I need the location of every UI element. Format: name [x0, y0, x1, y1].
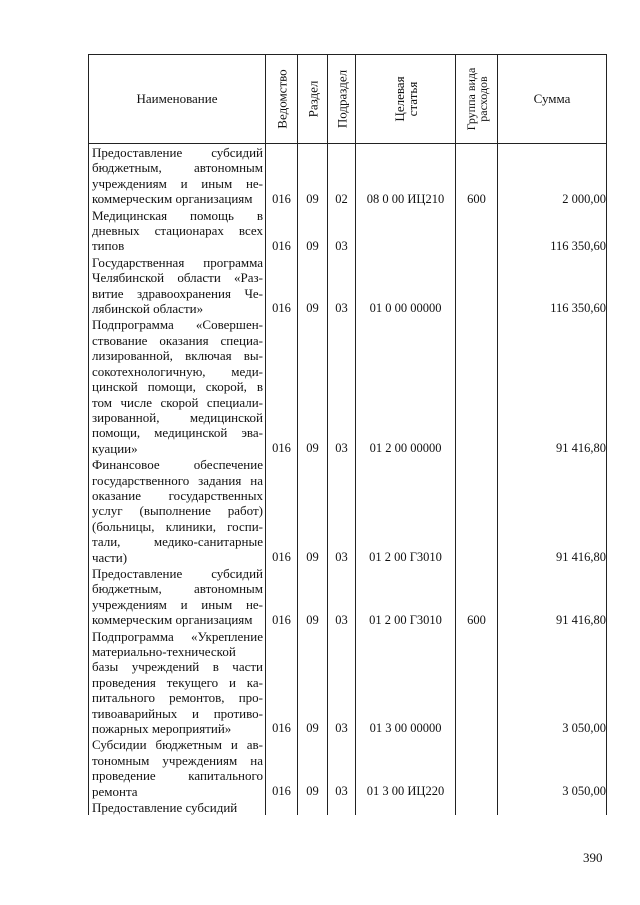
- name-line: том числе скорой специали-: [92, 394, 263, 410]
- cell-podrazd: 03: [328, 254, 356, 317]
- cell-podrazd: 03: [328, 736, 356, 799]
- cell-name: [89, 736, 266, 799]
- table-row: [89, 456, 607, 565]
- cell-sum: 116 350,60: [498, 254, 607, 317]
- name-line: (больницы, клиники, госпи-: [92, 518, 263, 534]
- name-line: Подпрограмма «Совершен-: [92, 317, 263, 333]
- name-line: Предоставление субсидий: [92, 565, 263, 581]
- cell-name: [89, 565, 266, 628]
- cell-razd: 09: [298, 254, 328, 317]
- cell-razd: 09: [298, 144, 328, 207]
- name-line: бюджетным, автономным: [92, 160, 263, 176]
- cell-ved: 016: [266, 316, 298, 456]
- name-line: материально-технической: [92, 644, 236, 659]
- cell-ved: 016: [266, 628, 298, 737]
- name-line: Государственная программа: [92, 254, 263, 270]
- header-ved: Ведомство: [266, 55, 298, 144]
- cell-name: [89, 316, 266, 456]
- name-line: учреждениям и иным не-: [92, 596, 263, 612]
- cell-podrazd: 03: [328, 628, 356, 737]
- name-line: Субсидии бюджетным и ав-: [92, 737, 263, 753]
- cell-cel: [356, 207, 456, 254]
- cell-cel: 08 0 00 ИЦ210: [356, 144, 456, 207]
- cell-name: [89, 799, 266, 815]
- cell-grp: [456, 254, 498, 317]
- cell-cel: 01 3 00 ИЦ220: [356, 736, 456, 799]
- cell-name: [89, 628, 266, 737]
- name-line: куации»: [92, 440, 138, 456]
- cell-grp: [456, 628, 498, 737]
- name-line: цинской помощи, скорой, в: [92, 379, 263, 395]
- header-podrazd: Подраздел: [328, 55, 356, 144]
- cell-razd: 09: [298, 565, 328, 628]
- name-line: ствование оказания специа-: [92, 332, 263, 348]
- cell-sum: 91 416,80: [498, 316, 607, 456]
- cell-razd: [298, 799, 328, 815]
- cell-ved: 016: [266, 254, 298, 317]
- cell-cel: 01 2 00 Г3010: [356, 456, 456, 565]
- cell-podrazd: 03: [328, 565, 356, 628]
- cell-cel: [356, 799, 456, 815]
- cell-cel: 01 0 00 00000: [356, 254, 456, 317]
- name-line: услуг (выполнение работ): [92, 503, 263, 519]
- cell-podrazd: 02: [328, 144, 356, 207]
- name-line: помощи, медицинской эва-: [92, 425, 263, 441]
- table-row: [89, 736, 607, 799]
- name-line: проведение капитального: [92, 768, 263, 784]
- cell-ved: 016: [266, 456, 298, 565]
- cell-podrazd: 03: [328, 456, 356, 565]
- name-line: Предоставление субсидий: [92, 800, 238, 816]
- name-line: питального ремонтов, про-: [92, 690, 263, 706]
- page-number: 390: [583, 850, 603, 865]
- name-line: государственного задания на: [92, 472, 263, 488]
- cell-sum: 91 416,80: [498, 456, 607, 565]
- table-row: [89, 316, 607, 456]
- name-line: оказание государственных: [92, 487, 263, 503]
- cell-cel: 01 2 00 Г3010: [356, 565, 456, 628]
- cell-ved: 016: [266, 144, 298, 207]
- name-line: дневных стационарах всех: [92, 223, 263, 239]
- table-body: [89, 144, 607, 816]
- cell-cel: 01 2 00 00000: [356, 316, 456, 456]
- name-line: лизированной, включая вы-: [92, 348, 263, 364]
- cell-ved: 016: [266, 736, 298, 799]
- name-line: пожарных мероприятий»: [92, 721, 232, 737]
- name-line: коммерческим организациям: [92, 612, 253, 628]
- table-row: [89, 565, 607, 628]
- name-line: проведения текущего и ка-: [92, 674, 263, 690]
- table-row: [89, 799, 607, 815]
- budget-table: [88, 54, 607, 815]
- name-line: Подпрограмма «Укрепление: [92, 628, 263, 644]
- cell-razd: 09: [298, 456, 328, 565]
- cell-grp: [456, 799, 498, 815]
- cell-name: [89, 144, 266, 207]
- cell-podrazd: 03: [328, 207, 356, 254]
- cell-razd: 09: [298, 736, 328, 799]
- name-line: Финансовое обеспечение: [92, 457, 263, 473]
- cell-razd: 09: [298, 316, 328, 456]
- header-grp: Группа вида расходов: [456, 55, 498, 144]
- name-line: части): [92, 549, 128, 565]
- cell-grp: 600: [456, 144, 498, 207]
- cell-sum: 3 050,00: [498, 628, 607, 737]
- name-line: тивоаварийных и противо-: [92, 705, 263, 721]
- table-row: [89, 144, 607, 207]
- cell-name: [89, 456, 266, 565]
- cell-sum: 116 350,60: [498, 207, 607, 254]
- table-header-row: [89, 55, 607, 144]
- table-row: [89, 628, 607, 737]
- name-line: Челябинской области «Раз-: [92, 270, 263, 286]
- cell-grp: 600: [456, 565, 498, 628]
- name-line: витие здравоохранения Че-: [92, 285, 263, 301]
- name-line: лябинской области»: [92, 301, 204, 317]
- cell-sum: 91 416,80: [498, 565, 607, 628]
- name-line: зированной, медицинской: [92, 409, 263, 425]
- cell-podrazd: 03: [328, 316, 356, 456]
- name-line: Медицинская помощь в: [92, 207, 263, 223]
- cell-grp: [456, 456, 498, 565]
- header-cel: Целевая статья: [356, 55, 456, 144]
- header-name: Наименование: [89, 55, 266, 144]
- cell-cel: 01 3 00 00000: [356, 628, 456, 737]
- table-row: [89, 254, 607, 317]
- name-line: Предоставление субсидий: [92, 145, 263, 160]
- header-razd: Раздел: [298, 55, 328, 144]
- cell-ved: [266, 799, 298, 815]
- name-line: тали, медико-санитарные: [92, 534, 263, 550]
- cell-podrazd: [328, 799, 356, 815]
- cell-grp: [456, 736, 498, 799]
- name-line: тономным учреждениям на: [92, 752, 263, 768]
- name-line: ремонта: [92, 783, 138, 799]
- name-line: коммерческим организациям: [92, 191, 253, 207]
- name-line: сокотехнологичную, меди-: [92, 363, 263, 379]
- cell-razd: 09: [298, 628, 328, 737]
- cell-grp: [456, 207, 498, 254]
- cell-name: [89, 254, 266, 317]
- cell-razd: 09: [298, 207, 328, 254]
- cell-ved: 016: [266, 565, 298, 628]
- cell-sum: [498, 799, 607, 815]
- name-line: базы учреждений в части: [92, 659, 263, 675]
- cell-name: [89, 207, 266, 254]
- name-line: бюджетным, автономным: [92, 581, 263, 597]
- name-line: учреждениям и иным не-: [92, 175, 263, 191]
- cell-sum: 3 050,00: [498, 736, 607, 799]
- cell-ved: 016: [266, 207, 298, 254]
- cell-grp: [456, 316, 498, 456]
- header-sum: Сумма: [498, 55, 607, 144]
- cell-sum: 2 000,00: [498, 144, 607, 207]
- name-line: типов: [92, 238, 125, 254]
- table-row: [89, 207, 607, 254]
